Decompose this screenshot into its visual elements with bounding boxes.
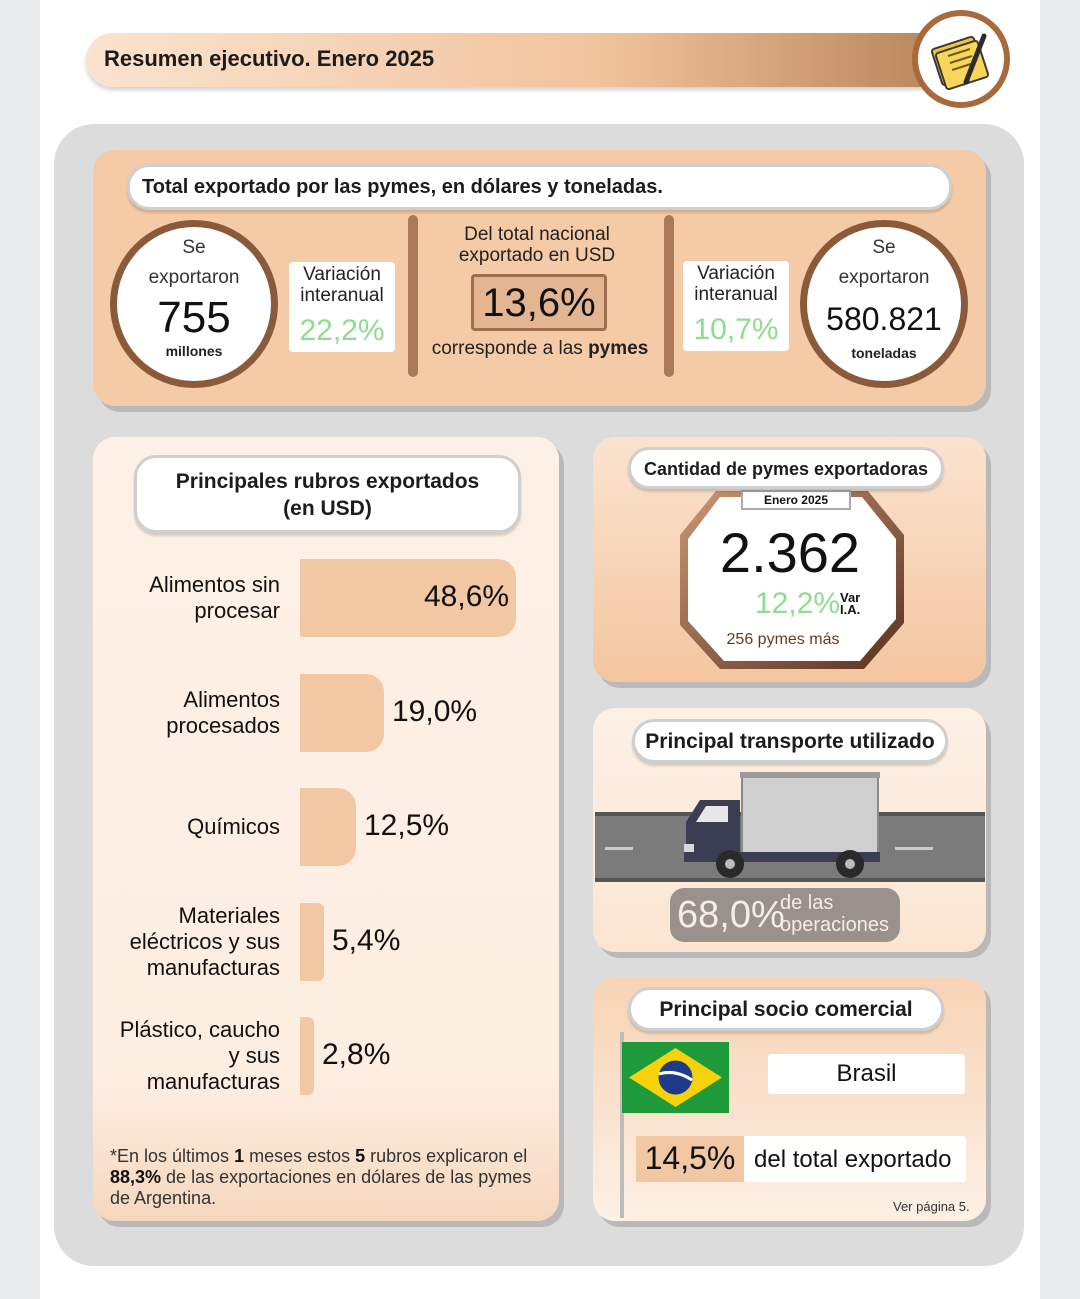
usd-variation-label2: interanual [300, 285, 384, 306]
rubro-label-line: procesados [166, 713, 280, 738]
rubro-label-line: manufacturas [146, 1069, 280, 1094]
partner-title: Principal socio comercial [628, 987, 944, 1031]
tons-exported-value: 580.821 [826, 301, 942, 337]
transport-share-pill [670, 888, 900, 942]
rubro-bar [300, 903, 324, 981]
rubro-bar [300, 1017, 314, 1095]
transport-share-text2: operaciones [780, 914, 889, 936]
usd-variation-value: 22,2% [299, 314, 385, 347]
rubro-bar [300, 788, 356, 866]
truck-icon [680, 770, 890, 882]
partner-share-value: 14,5% [636, 1136, 744, 1182]
divider-left [408, 215, 418, 377]
national-share-value: 13,6% [471, 274, 607, 331]
national-share-footer-bold: pymes [588, 338, 649, 359]
national-share-line2: exportado en USD [458, 245, 616, 266]
page-title: Resumen ejecutivo. Enero 2025 [104, 46, 435, 71]
usd-circle-line1: Se [182, 237, 206, 258]
partner-share-box [636, 1136, 966, 1182]
rubro-label-line: procesar [194, 598, 280, 623]
rubro-label [100, 572, 280, 624]
rubros-footnote [110, 1146, 550, 1209]
usd-exported-circle [110, 220, 278, 388]
footnote-text-3: rubros explicaron el [365, 1146, 528, 1166]
rubro-label [100, 814, 280, 840]
tons-variation-label2: interanual [694, 284, 778, 305]
rubro-value: 2,8% [322, 1038, 391, 1071]
tons-exported-circle [800, 220, 968, 388]
rubro-label [100, 903, 280, 981]
usd-exported-unit: millones [165, 343, 223, 359]
partner-share-text: del total exportado [754, 1146, 952, 1173]
rubro-label-line: Alimentos sin [149, 572, 280, 597]
pymes-variation-label [840, 592, 860, 616]
national-share-caption [430, 224, 644, 266]
rubros-title [134, 455, 521, 533]
national-share-line1: Del total nacional [464, 224, 610, 245]
pymes-period: Enero 2025 [741, 490, 851, 510]
usd-variation-label1: Variación [303, 264, 381, 285]
transport-share-value: 68,0% [677, 894, 785, 936]
rubro-label-line: y sus [228, 1043, 280, 1068]
usd-circle-line2: exportaron [148, 267, 240, 288]
transport-share-text [780, 892, 889, 936]
rubros-title-line2: (en USD) [283, 497, 372, 520]
tons-variation-box [683, 261, 789, 351]
notebook-pen-icon [912, 10, 1010, 108]
rubros-title-line1: Principales rubros exportados [175, 470, 480, 493]
rubro-value: 12,5% [364, 809, 450, 842]
rubro-value: 5,4% [332, 924, 401, 957]
rubro-label-line: Alimentos [183, 687, 280, 712]
tons-exported-unit: toneladas [851, 345, 917, 361]
national-share-footer-text: corresponde a las [431, 338, 583, 359]
tons-variation-label1: Variación [697, 263, 775, 284]
pymes-variation-label2: I.A. [840, 602, 861, 617]
rubro-label-line: eléctricos y sus [129, 929, 280, 954]
rubro-value: 19,0% [392, 695, 478, 728]
rubro-label-line: Plástico, caucho [119, 1017, 280, 1042]
footnote-text-4: de las exportaciones en dólares de las pymes de Argentina. [110, 1167, 532, 1208]
exports-total-title: Total exportado por las pymes, en dólares y toneladas. [127, 164, 952, 210]
partner-country: Brasil [768, 1054, 965, 1094]
usd-variation-box [289, 262, 395, 352]
rubro-label [100, 687, 280, 739]
divider-right [664, 215, 674, 377]
rubro-bar [300, 674, 384, 752]
transport-title: Principal transporte utilizado [632, 719, 948, 763]
pymes-variation-value: 12,2% [755, 587, 841, 620]
see-page-link[interactable]: Ver página 5. [893, 1199, 970, 1214]
rubro-label-line: Materiales [178, 903, 280, 928]
rubro-value: 48,6% [424, 580, 510, 613]
footnote-share: 88,3% [110, 1167, 162, 1187]
footnote-text-1: *En los últimos [110, 1146, 235, 1166]
usd-exported-value: 755 [157, 293, 231, 342]
pymes-more-text: 256 pymes más [726, 631, 840, 648]
transport-share-text1: de las [780, 892, 834, 914]
footnote-text-2: meses estos [244, 1146, 356, 1166]
national-share-footer [420, 338, 660, 360]
rubro-label-line: Químicos [187, 814, 280, 839]
tons-circle-line2: exportaron [838, 267, 930, 288]
footnote-rubros-count: 5 [355, 1146, 366, 1166]
pymes-count-title: Cantidad de pymes exportadoras [628, 447, 944, 489]
tons-circle-line1: Se [872, 237, 896, 258]
rubro-label-line: manufacturas [146, 955, 280, 980]
rubro-label [100, 1017, 280, 1095]
tons-variation-value: 10,7% [693, 313, 779, 346]
pymes-variation-label1: Var [840, 590, 861, 605]
footnote-months: 1 [234, 1146, 245, 1166]
pymes-count-value: 2.362 [719, 521, 861, 584]
brazil-flag-icon [622, 1042, 729, 1113]
